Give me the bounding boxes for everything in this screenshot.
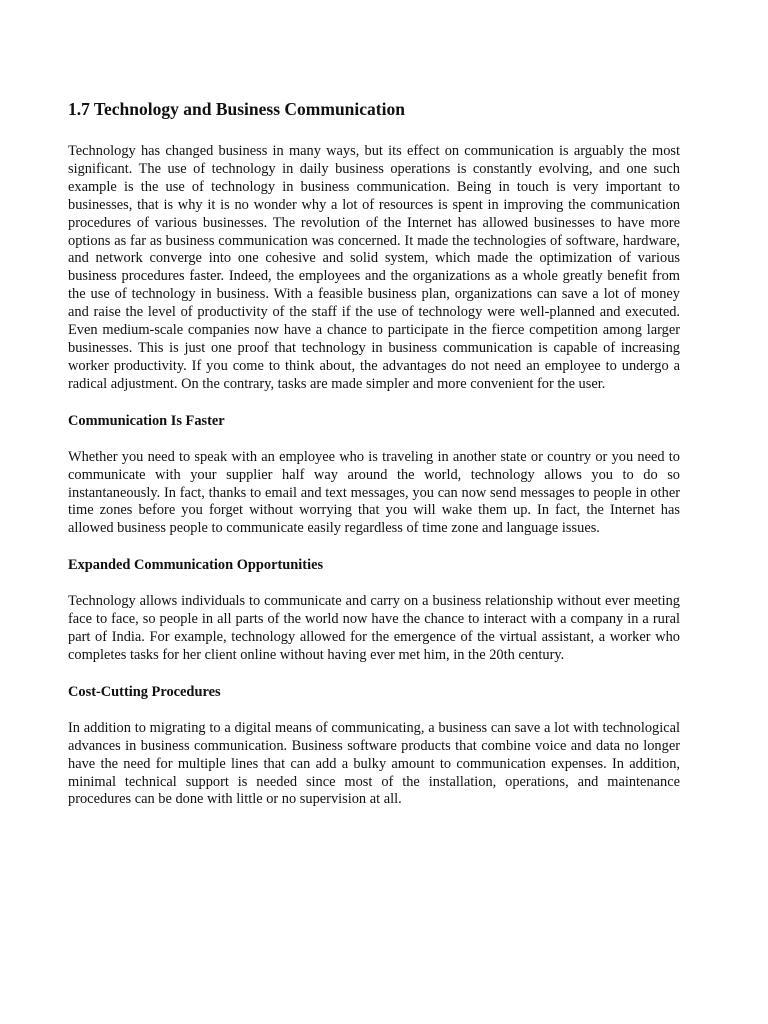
section-body-cost-cutting: In addition to migrating to a digital means of communicating, a business can save a lot with technological advances in business communication. Business software products that combine voice and data no longer have the need for multiple lines that can add a bulky amount to communication expenses. In addition, minimal technical support is needed since most of the installation, operations, and maintenance procedures can be done with little or no supervision at all. [68, 719, 680, 808]
section-heading-expanded-opportunities: Expanded Communication Opportunities [68, 557, 324, 574]
document-page [68, 98, 680, 809]
section-body-expanded-opportunities: Technology allows individuals to communicate and carry on a business relationship without ever meeting face to face, so people in all parts of the world now have the chance to interact with a company in a rural part of India. For example, technology allowed for the emergence of the virtual assistant, a worker who completes tasks for her client online without having ever met him, in the 20th century. [68, 593, 680, 663]
intro-paragraph: Technology has changed business in many ways, but its effect on communication is arguably the most significant. The use of technology in daily business operations is constantly evolving, and one such example is the use of technology in business communication. Being in touch is very important to businesses, that is why it is no wonder why a lot of resources is spent in improving the communication procedures of various businesses. The revolution of the Internet has allowed businesses to have more options as far as business communication was concerned. It made the technologies of software, hardware, and network converge into one cohesive and solid system, which made the optimization of various business procedures faster. Indeed, the employees and the organizations as a whole greatly benefit from the use of technology in business. With a feasible business plan, organizations can save a lot of money and raise the level of productivity of the staff if the use of technology were well-planned and executed. Even medium-scale companies now have a chance to participate in the fierce competition among larger businesses. This is just one proof that technology in business communication is capable of increasing worker productivity. If you come to think about, the advantages do not need an employee to undergo a radical adjustment. On the contrary, tasks are made simpler and more convenient for the user. [68, 143, 680, 392]
page-title: 1.7 Technology and Business Communication [68, 99, 405, 119]
section-heading-communication-faster: Communication Is Faster [68, 412, 225, 429]
section-heading-cost-cutting: Cost-Cutting Procedures [68, 683, 221, 700]
section-body-communication-faster: Whether you need to speak with an employee who is traveling in another state or country or you need to communicate with your supplier half way around the world, technology allows you to do so instantaneously. In fact, thanks to email and text messages, you can now send messages to people in other time zones before you forget without worrying that you will wake them up. In fact, the Internet has allowed business people to communicate easily regardless of time zone and language issues. [68, 448, 680, 537]
